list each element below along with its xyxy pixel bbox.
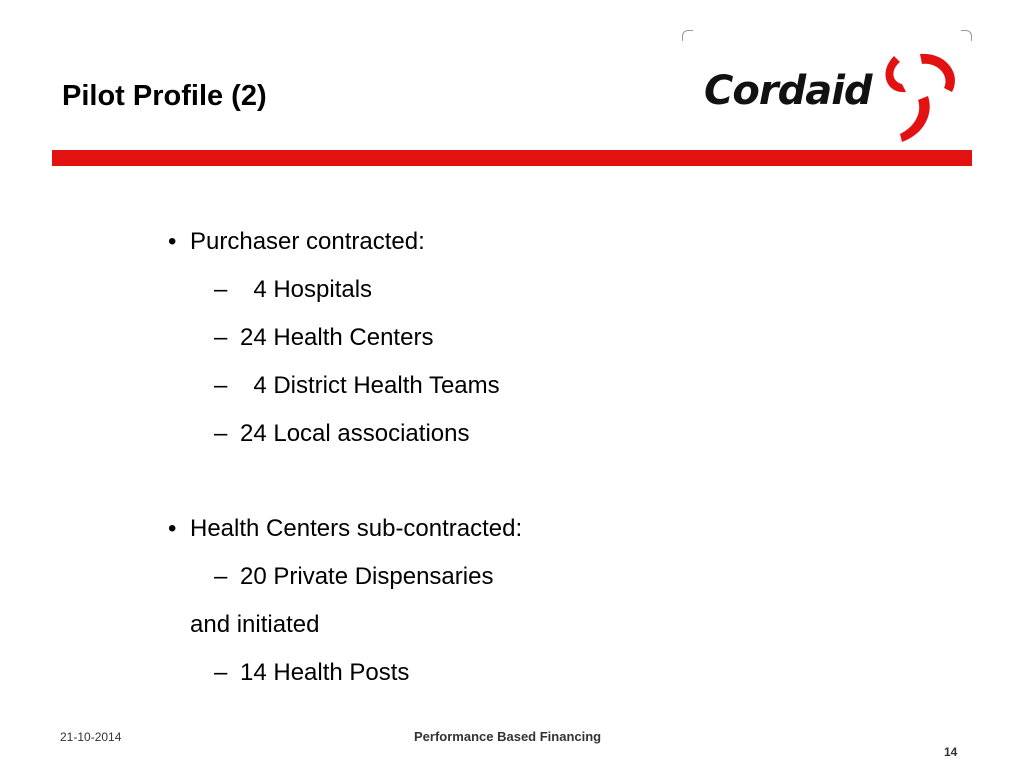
sub-item-text: 20 Private Dispensaries [240,563,494,590]
sub-item-text: 4 Hospitals [240,276,373,303]
dash-marker: – [214,563,228,590]
footer-title: Performance Based Financing [414,729,602,744]
bullet-marker: • [168,228,177,255]
dash-marker: – [214,276,228,303]
sub-item-text: 4 District Health Teams [240,372,500,399]
bullet-text: Health Centers sub-contracted: [190,515,523,542]
plain-text: and initiated [190,611,320,638]
sub-item [214,419,469,449]
sub-item-text: 24 Health Centers [240,324,434,351]
footer-date: 21-10-2014 [60,730,122,744]
sub-item [214,658,409,688]
sub-item [214,562,493,592]
slide-title: Pilot Profile (2) [62,80,267,112]
dash-marker: – [214,659,228,686]
bullet-item [168,227,425,257]
dash-marker: – [214,420,228,447]
page-number: 14 [944,745,958,759]
dash-marker: – [214,372,228,399]
sub-item [214,371,500,401]
bullet-marker: • [168,515,177,542]
sub-item [214,323,433,353]
dash-marker: – [214,324,228,351]
bullet-item [168,514,522,544]
sub-item [214,275,372,305]
logo-wordmark: Cordaid [704,68,872,114]
sub-item-text: 14 Health Posts [240,659,410,686]
sub-item-text: 24 Local associations [240,420,470,447]
bullet-text: Purchaser contracted: [190,228,425,255]
plain-text-line [190,610,319,640]
